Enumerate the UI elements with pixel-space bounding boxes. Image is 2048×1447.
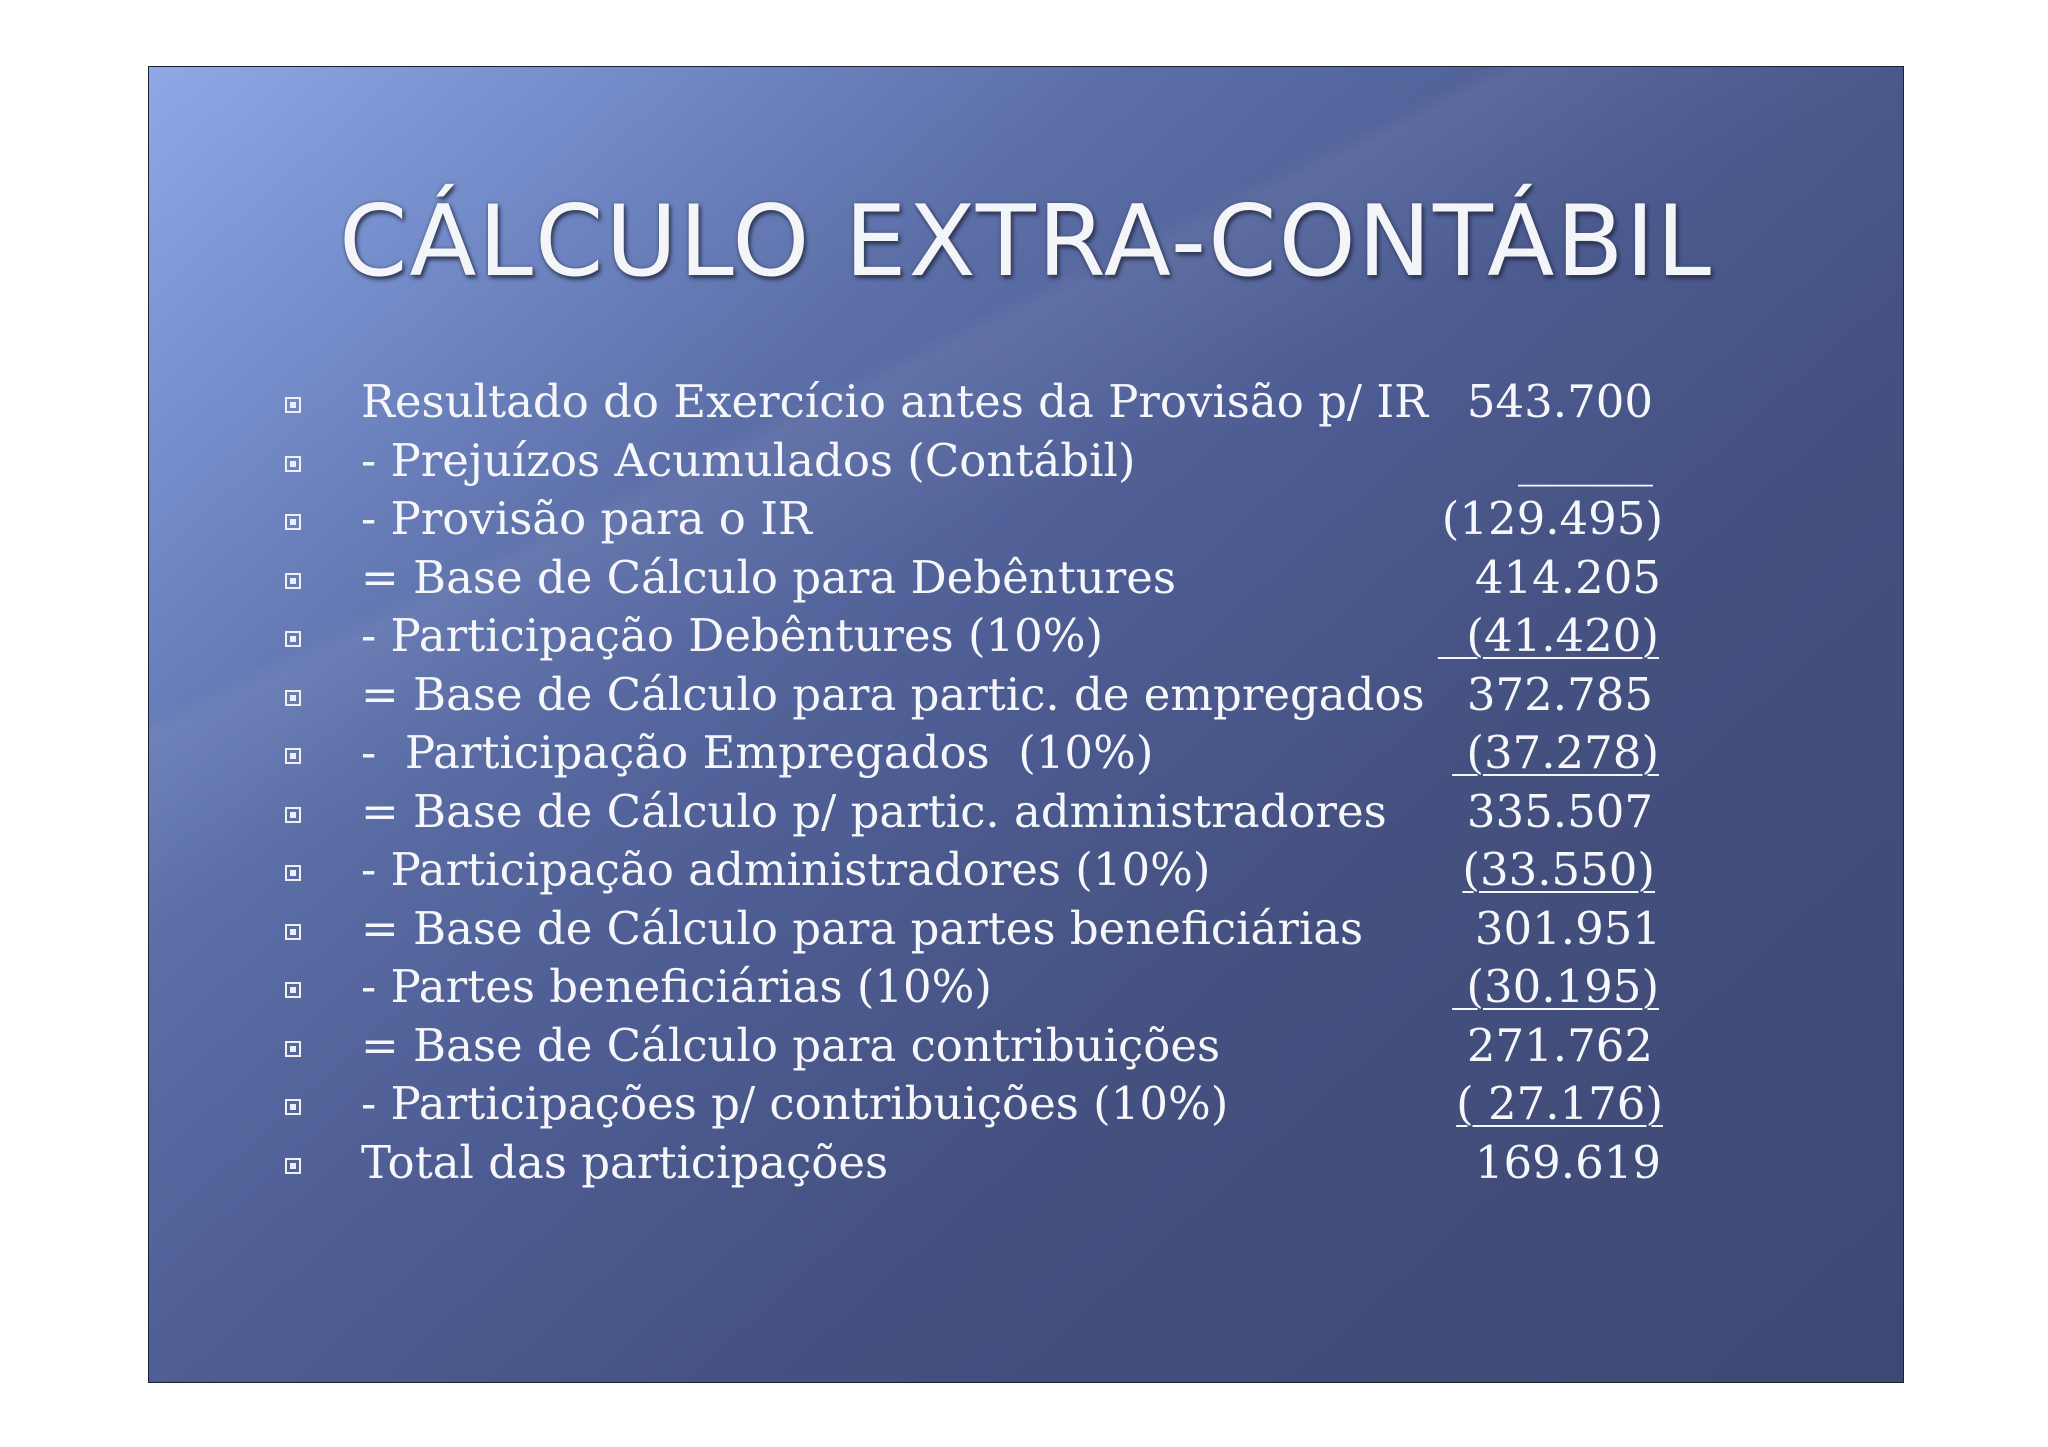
- item-label: = Base de Cálculo para partic. de empregados: [361, 667, 1425, 721]
- item-label: Total das participações: [361, 1135, 889, 1189]
- calculation-list: [149, 373, 1903, 1192]
- item-label: = Base de Cálculo p/ partic. administradores: [361, 784, 1387, 838]
- square-bullet-icon: [285, 748, 301, 764]
- item-label: - Participação Empregados (10%): [361, 726, 1154, 779]
- item-label: Resultado do Exercício antes da Provisão p/ IR: [361, 375, 1429, 428]
- list-item: [149, 1075, 1903, 1134]
- item-label: = Base de Cálculo para Debêntures: [361, 550, 1177, 604]
- item-value: (30.195): [1452, 960, 1659, 1013]
- item-label: - Partes beneficiárias (10%): [361, 960, 992, 1013]
- slide: [148, 66, 1904, 1383]
- square-bullet-icon: [285, 865, 301, 881]
- square-bullet-icon: [285, 982, 301, 998]
- item-label: - Participações p/ contribuições (10%): [361, 1077, 1229, 1130]
- item-label: = Base de Cálculo para partes beneficiárias: [361, 901, 1364, 955]
- slide-title: CÁLCULO EXTRA-CONTÁBIL: [338, 185, 1714, 299]
- square-bullet-icon: [285, 690, 301, 706]
- item-label: = Base de Cálculo para contribuições: [361, 1018, 1221, 1072]
- list-item: [149, 373, 1903, 432]
- item-value: (129.495): [1441, 492, 1663, 545]
- square-bullet-icon: [285, 807, 301, 823]
- item-value: 301.951: [1474, 901, 1661, 955]
- square-bullet-icon: [285, 631, 301, 647]
- square-bullet-icon: [285, 924, 301, 940]
- square-bullet-icon: [285, 573, 301, 589]
- list-item: [149, 1017, 1903, 1076]
- item-value: 372.785: [1466, 667, 1653, 721]
- list-item: [149, 1134, 1903, 1193]
- item-value: (37.278): [1452, 726, 1659, 779]
- item-label: - Provisão para o IR: [361, 492, 812, 545]
- square-bullet-icon: [285, 456, 301, 472]
- list-item: [149, 900, 1903, 959]
- list-item: [149, 432, 1903, 491]
- square-bullet-icon: [285, 1099, 301, 1115]
- list-item: [149, 958, 1903, 1017]
- list-item: [149, 783, 1903, 842]
- item-value: (41.420): [1437, 609, 1659, 662]
- item-label: - Prejuízos Acumulados (Contábil): [361, 433, 1136, 487]
- item-label: - Participação administradores (10%): [361, 843, 1211, 896]
- item-value: 335.507: [1466, 784, 1653, 838]
- square-bullet-icon: [285, 1158, 301, 1174]
- item-value: ( 27.176): [1456, 1077, 1663, 1130]
- item-label: - Participação Debêntures (10%): [361, 609, 1104, 662]
- item-value: 271.762: [1466, 1018, 1653, 1072]
- list-item: [149, 724, 1903, 783]
- square-bullet-icon: [285, 514, 301, 530]
- list-item: [149, 607, 1903, 666]
- item-value: 169.619: [1474, 1135, 1661, 1189]
- list-item: [149, 549, 1903, 608]
- item-value: ______: [1518, 433, 1653, 487]
- item-value: (33.550): [1462, 843, 1655, 896]
- square-bullet-icon: [285, 397, 301, 413]
- list-item: [149, 490, 1903, 549]
- list-item: [149, 666, 1903, 725]
- square-bullet-icon: [285, 1041, 301, 1057]
- list-item: [149, 841, 1903, 900]
- item-value: 414.205: [1474, 550, 1661, 604]
- item-value: 543.700: [1466, 375, 1653, 428]
